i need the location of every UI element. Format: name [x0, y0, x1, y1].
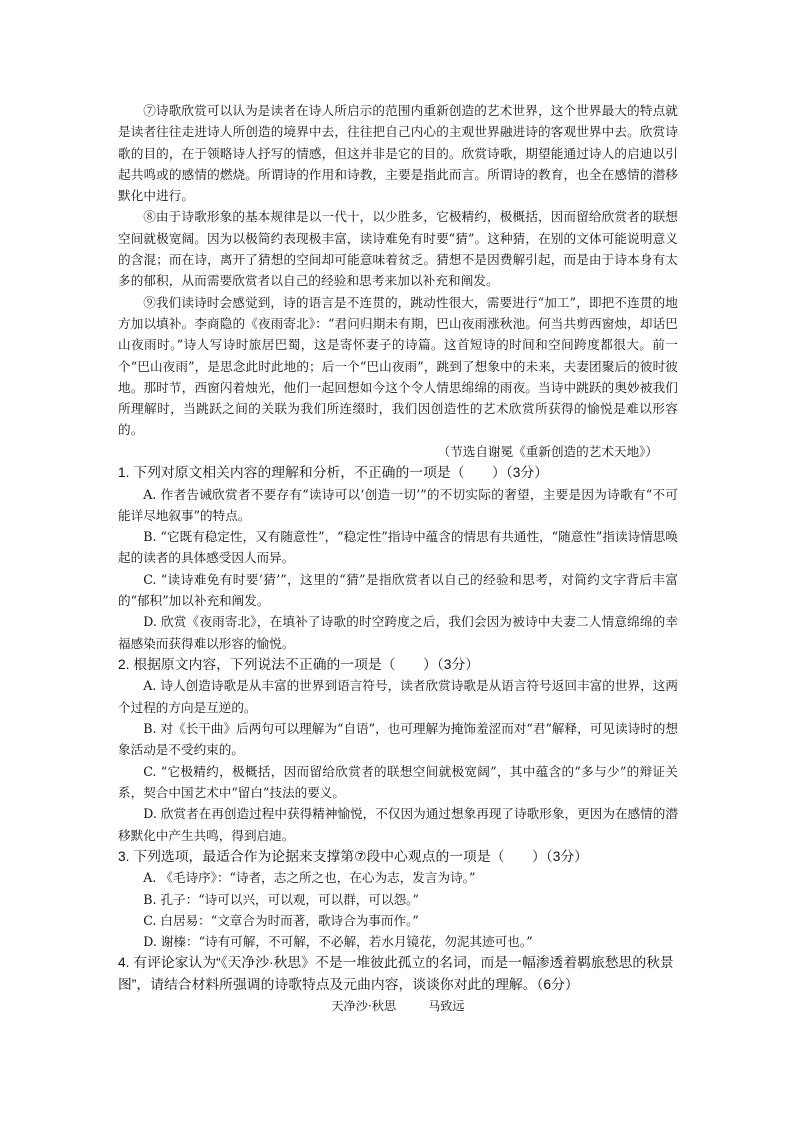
- paragraph-9: ⑨我们读诗时会感觉到，诗的语言是不连贯的，跳动性很大，需要进行“加工”，即把不连贯的地方加以填补。李商隐的《夜雨寄北》：“君问归期未有期，巴山夜雨涨秋池。何当共剪西窗烛，却话巴山夜雨时。”诗人写诗时旅居巴蜀，这是寄怀妻子的诗篇。这首短诗的时间和空间跨度都很大。前一个“巴山夜雨”，是思念此时此地的；后一个“巴山夜雨”，跳到了想象中的未来，夫妻团聚后的彼时彼地。那时节，西窗闪着烛光，他们一起回想如今这个令人情思绵绵的雨夜。当诗中跳跃的奥妙被我们所理解时，当跳跃之间的关联为我们所连缀时，我们因创造性的艺术欣赏所获得的愉悦是难以形容的。: [118, 294, 678, 438]
- poem-title: 天净沙·秋思: [331, 999, 397, 1014]
- question-2-option-a: A. 诗人创造诗歌是从丰富的世界到语言符号，读者欣赏诗歌是从语言符号返回丰富的世界，这两个过程的方向是互逆的。: [118, 678, 678, 715]
- poem-heading: [118, 995, 678, 1017]
- question-3-option-a: A. 《毛诗序》：“诗者，志之所之也，在心为志，发言为诗。”: [143, 870, 476, 886]
- question-1-option-b: B. “它既有稳定性，又有随意性”，“稳定性”指诗中蕴含的情思有共通性，“随意性”指读诗情思唤起的读者的具体感受因人而异。: [118, 529, 678, 566]
- poem-author: 马致远: [428, 999, 465, 1014]
- question-3-option-c: C. 白居易：“文章合为时而著，歌诗合为事而作。”: [143, 912, 419, 928]
- question-3-option-b: B. 孔子：“诗可以兴，可以观，可以群，可以怨。”: [143, 891, 419, 907]
- question-1-option-d: D. 欣赏《夜雨寄北》，在填补了诗歌的时空跨度之后，我们会因为被诗中夫妻二人情意绵绵的幸福感染而获得难以形容的愉悦。: [118, 614, 678, 651]
- question-1-stem: 1. 下列对原文相关内容的理解和分析，不正确的一项是（ ）（3分）: [118, 465, 549, 481]
- question-1-option-a: A. 作者告诫欣赏者不要存有“读诗可以‘创造一切’”的不切实际的奢望，主要是因为诗歌有“不可能详尽地叙事”的特点。: [118, 486, 678, 523]
- question-1-option-c: C. “读诗难免有时要‘猜’”，这里的“猜”是指欣赏者以自己的经验和思考，对简约文字背后丰富的“郁积”加以补充和阐发。: [118, 571, 678, 609]
- paragraph-8: ⑧由于诗歌形象的基本规律是以一代十，以少胜多，它极精约，极概括，因而留给欣赏者的联想空间就极宽阔。因为以极简约表现极丰富，读诗难免有时要“猜”。这种猜，在别的文体可能说明意义的含混；而在诗，离开了猜想的空间却可能意味着贫乏。猜想不是因费解引起，而是由于诗本身有太多的郁积，从而需要欣赏者以自己的经验和思考来加以补充和阐发。: [118, 209, 678, 289]
- question-2-option-b: B. 对《长干曲》后两句可以理解为“自语”，也可理解为掩饰羞涩而对“君”解释，可见读诗时的想象活动是不受约束的。: [118, 721, 678, 758]
- question-3-stem: 3. 下列选项，最适合作为论据来支撑第⑦段中心观点的一项是（ ）（3分）: [118, 848, 588, 864]
- question-4-stem: 4. 有评论家认为“《天净沙·秋思》不是一堆彼此孤立的名词，而是一幅渗透着羁旅愁思的秋景图”，请结合材料所强调的诗歌特点及元曲内容，谈谈你对此的理解。（6分）: [118, 955, 674, 992]
- question-2-stem: 2. 根据原文内容，下列说法不正确的一项是（ ）（3分）: [118, 656, 480, 672]
- paragraph-7: ⑦诗歌欣赏可以认为是读者在诗人所启示的范围内重新创造的艺术世界，这个世界最大的特点就是读者往往走进诗人所创造的境界中去，往往把自己内心的主观世界融进诗的客观世界中去。欣赏诗歌的目的，在于领略诗人抒写的情感，但这并非是它的目的。欣赏诗歌，期望能通过诗人的启迪以引起共鸣或的感情的燃烧。所谓诗的作用和诗教，主要是指此而言。所谓诗的教育，也全在感情的潜移默化中进行。: [118, 103, 678, 204]
- question-2-option-d: D. 欣赏者在再创造过程中获得精神愉悦，不仅因为通过想象再现了诗歌形象，更因为在感情的潜移默化中产生共鸣，得到启迪。: [118, 806, 678, 843]
- exam-page: [118, 100, 678, 1017]
- question-2-option-c: C. “它极精约，极概括，因而留给欣赏者的联想空间就极宽阔”，其中蕴含的“多与少”的辩证关系，契合中国艺术中“留白”技法的要义。: [118, 763, 678, 800]
- source-citation: （节选自谢冕《重新创造的艺术天地》）: [437, 443, 658, 459]
- question-3-option-d: D. 谢榛：“诗有可解，不可解，不必解，若水月镜花，勿泥其迹可也。”: [143, 934, 533, 950]
